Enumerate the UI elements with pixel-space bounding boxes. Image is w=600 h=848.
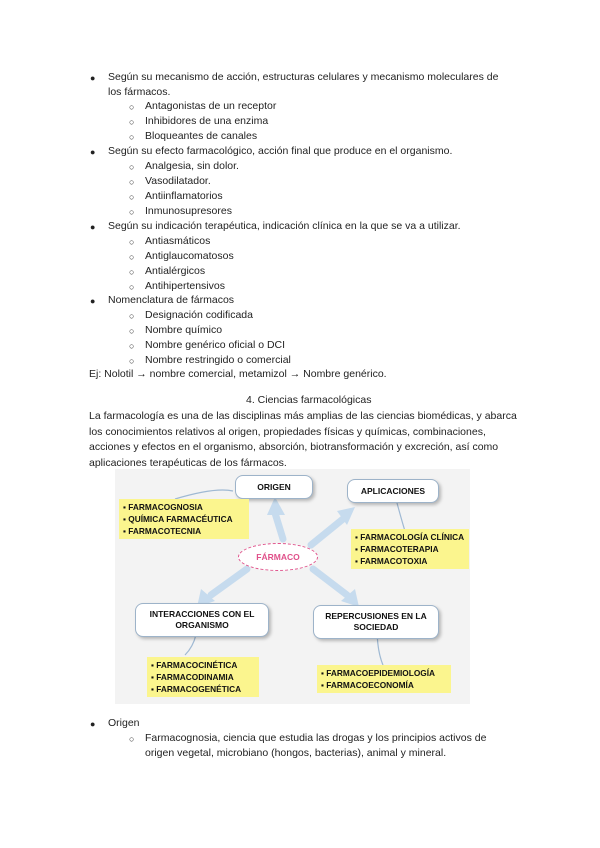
arrow-to-repercusiones	[313, 569, 347, 595]
connector-aplicaciones	[397, 503, 405, 531]
sub-item: Antialérgicos	[145, 265, 206, 277]
sub-item: Antiglaucomatosos	[145, 250, 234, 262]
circle-bullet-icon: ○	[129, 207, 135, 217]
connector-origen	[175, 490, 233, 499]
sub-item: Analgesia, sin dolor.	[145, 160, 239, 172]
bullet-icon: ●	[90, 296, 96, 306]
sub-item: Designación codificada	[145, 309, 253, 321]
sub-item: Antagonistas de un receptor	[145, 100, 277, 112]
list-item-label: Según su efecto farmacológico, acción final que produce en el organismo.	[108, 145, 453, 157]
origen-box: ORIGEN	[235, 475, 313, 499]
farmaco-center: FÁRMACO	[238, 543, 318, 571]
bullet-icon: ●	[90, 222, 96, 232]
list-item-label: Nomenclatura de fármacos	[108, 294, 235, 306]
sub-item: Antiinflamatorios	[145, 190, 223, 202]
section-paragraph: La farmacología es una de las disciplinas más amplias de las ciencias biomédicas, y abarca los conocimientos relativos al origen, propiedades físicas y químicas, combinaciones, acciones y efectos en el organismo, absorción, biotransformación y excreción, así como aplicaciones terapéuticas de los fármacos.	[89, 410, 517, 469]
origen-list	[119, 499, 249, 539]
bullet-icon: ●	[90, 73, 96, 83]
list-item: ▪ FARMACOTERAPIA	[355, 543, 465, 555]
circle-bullet-icon: ○	[129, 102, 135, 112]
sub-item: Nombre restringido o comercial	[145, 354, 291, 366]
sub-item: Inhibidores de una enzima	[145, 115, 269, 127]
bullet-icon: ●	[90, 147, 96, 157]
list-item: ▪ FARMACOGENÉTICA	[151, 683, 255, 695]
sub-item: Nombre químico	[145, 324, 223, 336]
sub-item: Inmunosupresores	[145, 205, 232, 217]
circle-bullet-icon: ○	[129, 267, 135, 277]
list-item-label: Origen	[108, 717, 140, 729]
arrow-to-origen	[275, 513, 283, 539]
circle-bullet-icon: ○	[129, 252, 135, 262]
repercusiones-box: REPERCUSIONES EN LA SOCIEDAD	[313, 605, 439, 639]
arrow-to-aplicaciones	[311, 519, 343, 545]
circle-bullet-icon: ○	[129, 311, 135, 321]
pharmacology-diagram	[115, 469, 470, 704]
arrow-to-interacciones	[211, 569, 247, 595]
sub-item: Vasodilatador.	[145, 175, 211, 187]
list-item: ▪ FARMACOGNOSIA	[123, 501, 245, 513]
list-item-label-cont: los fármacos.	[108, 86, 171, 98]
sub-item: Bloqueantes de canales	[145, 130, 258, 142]
list-item: ▪ FARMACOECONOMÍA	[321, 679, 447, 691]
list-item: ▪ FARMACOTECNIA	[123, 525, 245, 537]
circle-bullet-icon: ○	[129, 132, 135, 142]
circle-bullet-icon: ○	[129, 341, 135, 351]
list-item-label: Según su indicación terapéutica, indicación clínica en la que se va a utilizar.	[108, 220, 461, 232]
circle-bullet-icon: ○	[129, 237, 135, 247]
repercusiones-list	[317, 665, 451, 693]
circle-bullet-icon: ○	[129, 326, 135, 336]
list-item: ▪ FARMACOCINÉTICA	[151, 659, 255, 671]
list-item: ▪ FARMACOTOXIA	[355, 555, 465, 567]
sub-item: Farmacognosia, ciencia que estudia las drogas y los principios activos de	[145, 732, 487, 744]
example-line: Ej: Nolotil → nombre comercial, metamizol → Nombre genérico.	[89, 368, 387, 380]
sub-item: Antihipertensivos	[145, 280, 225, 292]
bullet-icon: ●	[90, 719, 96, 729]
aplicaciones-box: APLICACIONES	[347, 479, 439, 503]
list-item-label: Según su mecanismo de acción, estructuras celulares y mecanismo moleculares de	[108, 71, 499, 83]
interacciones-box: INTERACCIONES CON EL ORGANISMO	[135, 603, 269, 637]
circle-bullet-icon: ○	[129, 162, 135, 172]
circle-bullet-icon: ○	[129, 734, 135, 744]
sub-item: Nombre genérico oficial o DCI	[145, 339, 286, 351]
list-item: ▪ FARMACODINAMIA	[151, 671, 255, 683]
section-heading: 4. Ciencias farmacológicas	[246, 394, 372, 406]
circle-bullet-icon: ○	[129, 192, 135, 202]
circle-bullet-icon: ○	[129, 117, 135, 127]
interacciones-list	[147, 657, 259, 697]
sub-item: Antiasmáticos	[145, 235, 211, 247]
circle-bullet-icon: ○	[129, 282, 135, 292]
aplicaciones-list	[351, 529, 469, 569]
list-item: ▪ FARMACOEPIDEMIOLOGÍA	[321, 667, 447, 679]
circle-bullet-icon: ○	[129, 177, 135, 187]
sub-item-cont: origen vegetal, microbiano (hongos, bacterias), animal y mineral.	[145, 747, 447, 759]
list-item: ▪ FARMACOLOGÍA CLÍNICA	[355, 531, 465, 543]
circle-bullet-icon: ○	[129, 356, 135, 366]
list-item: ▪ QUÍMICA FARMACÉUTICA	[123, 513, 245, 525]
